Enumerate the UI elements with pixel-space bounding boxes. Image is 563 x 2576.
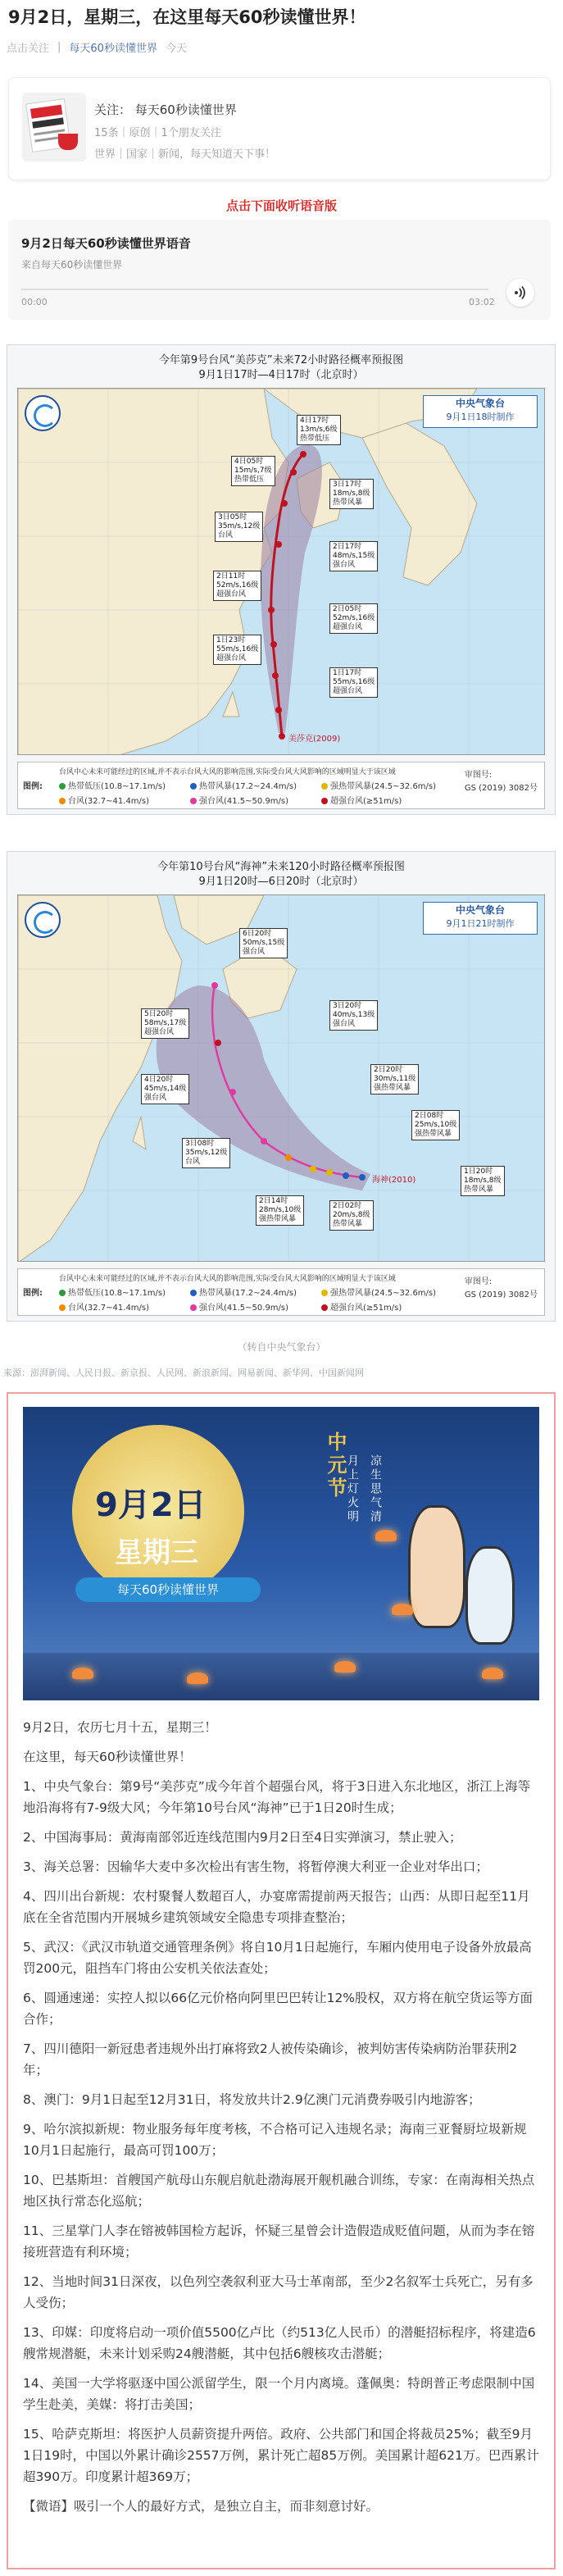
article-paragraph: 2、中国海事局：黄海南部邻近连线范围内9月2日至4日实弹演习，禁止驶入； <box>23 1830 462 1845</box>
news-article <box>7 1392 556 2569</box>
map2-typhoon-name: 海神(2010) <box>372 1176 416 1185</box>
map1-point-label: 4日05时 15m/s,7级 热带低压 <box>231 456 275 486</box>
article-paragraph: 6、圆通速递：实控人拟以66亿元价格向阿里巴巴转让12%股权，双方将在航空货运等方面合作； <box>23 1991 533 2027</box>
lantern-icon <box>187 1673 208 1684</box>
article-paragraph: 1、中央气象台：第9号“美莎克”成今年首个超强台风，将于3日进入东北地区，浙江上海等地沿海将有7-9级大风；今年第10号台风“海神”已于1日20时生成； <box>23 1779 531 1815</box>
sound-wave-icon <box>513 285 528 300</box>
map-caption: （转自中央气象台） <box>237 1341 326 1353</box>
audio-hint: 点击下面收听语音版 <box>225 198 337 213</box>
article-meta <box>7 36 556 57</box>
publish-date: 今天 <box>165 42 187 55</box>
child-figure-icon <box>465 1546 515 1645</box>
article-paragraph: 5、武汉：《武汉市轨道交通管理条例》将自10月1日起施行，车厢内使用电子设备外放最高罚200元，阻挡车门将由公安机关依法查处； <box>23 1940 532 1976</box>
account-name-link[interactable]: 每天60秒读懂世界 <box>69 42 157 55</box>
article-paragraph: 11、三星掌门人李在镕被韩国检方起诉，怀疑三星曾会计造假造成贬值问题，从而为李在镕接班营造有利环境； <box>23 2223 535 2260</box>
lantern-icon <box>72 1668 93 1679</box>
map2-area <box>17 894 545 1262</box>
banner-festival: 中元节 <box>324 1431 347 1500</box>
follow-link[interactable]: 点击关注 <box>7 42 50 55</box>
map1-typhoon-name: 美莎克(2009) <box>288 735 341 744</box>
article-paragraph: 13、印媒：印度将启动一项价值5500亿卢比（约513亿人民币）的潜艇招标程序，将建造6艘常规潜艇，未来计划采购24艘潜艇，其中包括6艘核攻击潜艇； <box>23 2325 536 2361</box>
article-paragraph: 12、当地时间31日深夜，以色列空袭叙利亚大马士革南部，至少2名叙军士兵死亡，另有多人受伤； <box>23 2274 533 2310</box>
follow-account-tags: 世界｜国家｜新闻，每天知道天下事！ <box>94 148 276 161</box>
follow-card[interactable] <box>8 77 551 180</box>
article-paragraph: 10、巴基斯坦：首艘国产航母山东舰启航赴渤海展开舰机融合训练，专家：在南海相关热点地区执行常态化巡航； <box>23 2173 535 2209</box>
audio-title: 9月2日每天60秒读懂世界语音 <box>21 236 191 251</box>
article-paragraph: 9月2日，农历七月十五，星期三！ <box>23 1720 217 1735</box>
lantern-icon <box>482 1668 503 1679</box>
audio-player[interactable] <box>8 220 551 320</box>
map2-point-label: 3日20时 40m/s,13级 强台风 <box>329 1000 378 1031</box>
meta-separator: | <box>57 40 61 53</box>
typhoon-map-haishen <box>7 851 556 1322</box>
account-logo <box>22 93 86 162</box>
map1-legend: 图例: 台风中心未来可能经过的区域,并不表示台风大风的影响范围,实际受台风大风影响的区域明显大于该区域 热带低压(10.8~17.1m/s) 热带风暴(17.2~24.4m/s) 强热带风暴(24.5~32.6m/s) 台风(32.7~41.4m/s) 强台风(41.5~50.9m/s) 超强台风(≥51m/s) 审图号: GS (2019) 3082号 <box>17 762 545 809</box>
article-paragraph: 4、四川出台新规：农村聚餐人数超百人，办宴席需提前两天报告；山西：从即日起至11月底在全省范围内开展城乡建筑领域安全隐患专项排查整治； <box>23 1889 530 1925</box>
banner-weekday: 星期三 <box>115 1536 198 1569</box>
article-paragraph: 9、哈尔滨拟新规：物业服务每年度考核，不合格可记入违规名录；海南三亚餐厨垃圾新规10月1日起施行，最高可罚100万； <box>23 2122 527 2158</box>
typhoon-map-maysak <box>7 344 556 815</box>
map2-title: 今年第10号台风“海神”未来120小时路径概率预报图 9月1日20时—6日20时（北京时） <box>157 861 405 888</box>
article-paragraph: 【微语】吸引一个人的最好方式，是独立自主，而非刻意讨好。 <box>23 2499 379 2514</box>
banner-line-3: 凉生思气清 <box>369 1454 382 1524</box>
map2-point-label: 2日08时 25m/s,10级 强热带风暴 <box>411 1110 460 1140</box>
audio-time-end: 03:02 <box>469 297 495 307</box>
article-paragraph: 3、海关总署：因输华大麦中多次检出有害生物，将暂停澳大利亚一企业对华出口； <box>23 1859 488 1874</box>
article-paragraph: 7、四川德阳一新冠患者违规外出打麻将致2人被传染确诊，被判妨害传染病防治罪获刑2年； <box>23 2041 518 2078</box>
map1-point-label: 4日17时 13m/s,6级 热带低压 <box>297 415 341 445</box>
map1-point-label: 2日05时 52m/s,16级 超强台风 <box>329 603 378 634</box>
audio-source: 来自每天60秒读懂世界 <box>21 259 123 271</box>
map2-point-label: 6日20时 50m/s,15级 强台风 <box>239 928 288 958</box>
news-sources: 来源：澎湃新闻、人民日报、新京报、人民网、新浪新闻、网易新闻、新华网、中国新闻网 <box>3 1368 364 1378</box>
audio-progress-bar[interactable] <box>21 289 488 290</box>
map1-point-label: 2日17时 48m/s,15级 强台风 <box>329 541 378 571</box>
play-button[interactable] <box>506 279 534 307</box>
cma-logo-icon <box>25 395 61 431</box>
banner-water <box>23 1653 539 1700</box>
date-banner-image <box>23 1407 539 1700</box>
article-paragraph: 在这里，每天60秒读懂世界！ <box>23 1750 192 1764</box>
article-title: 9月2日，星期三，在这里每天60秒读懂世界！ <box>8 7 366 27</box>
map1-issuer-box: 中央气象台 9月1日18时制作 <box>423 395 538 428</box>
map2-point-label: 5日20时 58m/s,17级 超强台风 <box>141 1008 189 1039</box>
map1-area <box>17 388 545 755</box>
map2-point-label: 4日20时 45m/s,14级 强台风 <box>141 1074 189 1104</box>
banner-pill: 每天60秒读懂世界 <box>75 1577 261 1602</box>
child-figure-icon <box>408 1505 465 1628</box>
map1-point-label: 1日23时 55m/s,16级 超强台风 <box>213 635 261 665</box>
cma-logo-icon <box>25 902 61 938</box>
map1-point-label: 3日17时 18m/s,8级 热带风暴 <box>329 479 374 509</box>
lantern-icon <box>375 1530 397 1541</box>
map2-legend: 图例: 台风中心未来可能经过的区域,并不表示台风大风的影响范围,实际受台风大风影响的区域明显大于该区域 热带低压(10.8~17.1m/s) 热带风暴(17.2~24.4m/s) 强热带风暴(24.5~32.6m/s) 台风(32.7~41.4m/s) 强台风(41.5~50.9m/s) 超强台风(≥51m/s) 审图号: GS (2019) 3082号 <box>17 1268 545 1316</box>
map1-point-label: 1日17时 55m/s,16级 超强台风 <box>329 667 378 698</box>
follow-account-stats: 15条｜原创｜1个朋友关注 <box>94 127 221 139</box>
article-body <box>23 1717 539 2525</box>
follow-account-name: 关注： 每天60秒读懂世界 <box>94 102 237 117</box>
map1-geography <box>18 389 545 755</box>
map2-issuer-box: 中央气象台 9月1日21时制作 <box>423 902 538 935</box>
map1-point-label: 2日11时 52m/s,16级 超强台风 <box>213 571 261 601</box>
article-paragraph: 14、美国一大学将驱逐中国公派留学生，限一个月内离境。蓬佩奥：特朗普正考虑限制中国学生赴美，美媒：将打击美国； <box>23 2376 535 2412</box>
map2-point-label: 1日20时 18m/s,8级 热带风暴 <box>461 1166 505 1196</box>
map2-point-label: 2日02时 20m/s,8级 热带风暴 <box>329 1200 374 1231</box>
banner-date: 9月2日 <box>95 1486 207 1524</box>
article-paragraph: 8、澳门：9月1日起至12月31日，将发放共计2.9亿澳门元消费券吸引内地游客； <box>23 2092 481 2107</box>
lantern-icon <box>392 1604 413 1615</box>
map2-point-label: 3日08时 35m/s,12级 台风 <box>182 1138 230 1168</box>
lantern-icon <box>334 1661 356 1673</box>
map2-point-label: 2日20时 30m/s,11级 强热带风暴 <box>370 1064 419 1095</box>
map1-point-label: 3日05时 35m/s,12级 台风 <box>215 512 263 542</box>
article-paragraph: 15、哈萨克斯坦：将医护人员薪资提升两倍。政府、公共部门和国企将裁员25%；截至9月1日19时，中国以外累计确诊2557万例，累计死亡超85万例。美国累计超621万。巴西累计超390万。印度累计超369万； <box>23 2427 539 2484</box>
banner-line-2: 月上灯火明 <box>346 1454 359 1524</box>
map1-title: 今年第9号台风“美莎克”未来72小时路径概率预报图 9月1日17时—4日17时（北京时） <box>158 354 404 381</box>
audio-time-start: 00:00 <box>21 297 48 307</box>
map2-point-label: 2日14时 28m/s,10级 强热带风暴 <box>256 1195 304 1226</box>
